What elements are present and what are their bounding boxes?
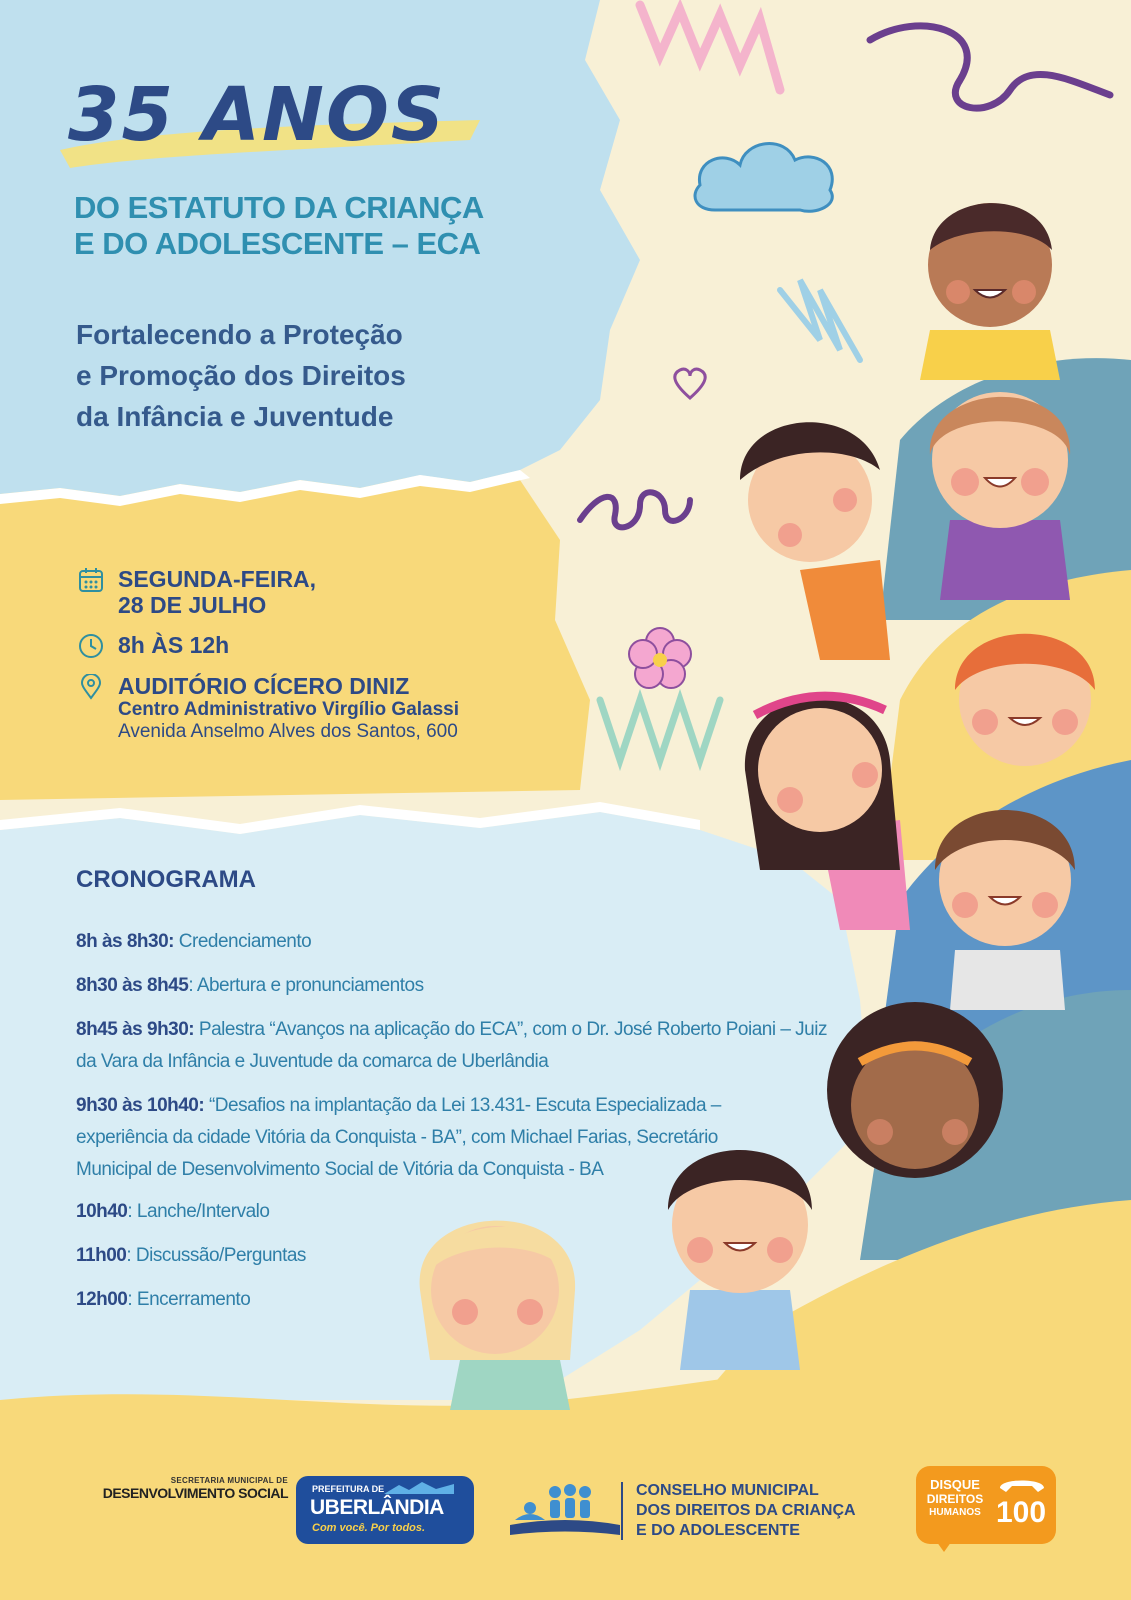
conselho-line2: DOS DIREITOS DA CRIANÇA xyxy=(636,1502,856,1519)
conselho-line3: E DO ADOLESCENTE xyxy=(636,1522,800,1539)
schedule-desc: Credenciamento xyxy=(174,931,312,952)
event-time xyxy=(78,632,229,659)
prefeitura-small: PREFEITURA DE xyxy=(312,1484,385,1494)
tagline-line2: e Promoção dos Direitos xyxy=(76,360,406,391)
calendar-icon xyxy=(78,567,104,593)
kid-face-icon xyxy=(745,696,910,930)
footer-divider xyxy=(621,1482,623,1540)
schedule-desc: “Desafios na implantação da Lei 13.431- Escuta Especializada – experiência da cidade Vitória da Conquista - BA”, com Michael Farias, Secretário Municipal de Desenvolvimento Social de Vitória da Conquista - BA xyxy=(76,1095,721,1180)
schedule-time: 8h30 às 8h45 xyxy=(76,975,189,996)
schedule-time: 11h00 xyxy=(76,1245,127,1266)
date-line1: SEGUNDA-FEIRA, xyxy=(118,566,317,592)
disque-line3: HUMANOS xyxy=(929,1507,981,1518)
venue-name: AUDITÓRIO CÍCERO DINIZ xyxy=(118,673,410,699)
schedule-time: 8h45 às 9h30: xyxy=(76,1019,195,1040)
subtitle-line1: DO ESTATUTO DA CRIANÇA xyxy=(74,190,484,225)
kid-face-icon xyxy=(740,422,890,660)
disque-number: 100 xyxy=(996,1496,1047,1529)
schedule-item xyxy=(76,970,836,1002)
date-line2: 28 DE JULHO xyxy=(118,592,267,618)
schedule-item xyxy=(76,1014,836,1078)
kid-face-icon xyxy=(935,810,1075,1010)
schedule-title: CRONOGRAMA xyxy=(76,866,256,893)
schedule-desc: : Encerramento xyxy=(127,1289,251,1310)
tagline-line3: da Infância e Juventude xyxy=(76,401,394,432)
mountain-icon xyxy=(384,1482,454,1494)
disque-line1: DISQUE xyxy=(930,1477,980,1492)
tagline-line1: Fortalecendo a Proteção xyxy=(76,319,403,350)
schedule-item xyxy=(76,1240,836,1272)
secretaria-small: SECRETARIA MUNICIPAL DE xyxy=(170,1476,288,1485)
venue-address: Avenida Anselmo Alves dos Santos, 600 xyxy=(118,721,458,742)
conselho-line1: CONSELHO MUNICIPAL xyxy=(636,1482,819,1499)
schedule-time: 9h30 às 10h40: xyxy=(76,1095,205,1116)
disque-line2: DIREITOS xyxy=(926,1492,984,1506)
schedule-desc: Palestra “Avanços na aplicação do ECA”, com o Dr. José Roberto Poiani – Juiz da Vara da Infância e Juventude da comarca de Uberlândia xyxy=(76,1019,827,1072)
secretaria-big: DESENVOLVIMENTO SOCIAL xyxy=(102,1485,288,1501)
subtitle xyxy=(74,190,484,262)
subtitle-line2: E DO ADOLESCENTE – ECA xyxy=(74,226,481,261)
prefeitura-city: UBERLÂNDIA xyxy=(310,1496,444,1519)
speech-tail xyxy=(934,1538,954,1552)
clock-icon xyxy=(78,633,104,659)
time-text: 8h ÀS 12h xyxy=(118,632,230,658)
schedule-item xyxy=(76,1196,836,1228)
event-date xyxy=(78,566,316,618)
schedule-item xyxy=(76,926,836,958)
schedule-time: 10h40 xyxy=(76,1201,128,1222)
kid-face-icon xyxy=(920,203,1060,380)
conselho-family-icon xyxy=(510,1480,620,1540)
schedule-item xyxy=(76,1090,776,1186)
tagline xyxy=(76,314,406,437)
main-title: 35 ANOS xyxy=(68,72,447,158)
secretaria-logo xyxy=(78,1476,288,1501)
telephone-icon xyxy=(996,1474,1048,1496)
schedule-desc: : Abertura e pronunciamentos xyxy=(188,975,424,996)
location-pin-icon xyxy=(78,674,104,700)
kid-face-icon xyxy=(930,392,1070,600)
conselho-logo xyxy=(636,1481,856,1541)
schedule-desc: : Discussão/Perguntas xyxy=(126,1245,306,1266)
schedule-desc: : Lanche/Intervalo xyxy=(127,1201,270,1222)
prefeitura-logo xyxy=(296,1476,474,1544)
disque-100-logo xyxy=(916,1466,1056,1544)
schedule-item xyxy=(76,1284,836,1316)
kid-face-icon xyxy=(827,1002,1003,1178)
prefeitura-slogan: Com você. Por todos. xyxy=(312,1522,426,1534)
kid-face-icon xyxy=(955,634,1095,766)
venue-building: Centro Administrativo Virgílio Galassi xyxy=(118,699,460,720)
schedule-time: 12h00 xyxy=(76,1289,128,1310)
schedule-time: 8h às 8h30: xyxy=(76,931,174,952)
event-venue xyxy=(78,673,459,743)
